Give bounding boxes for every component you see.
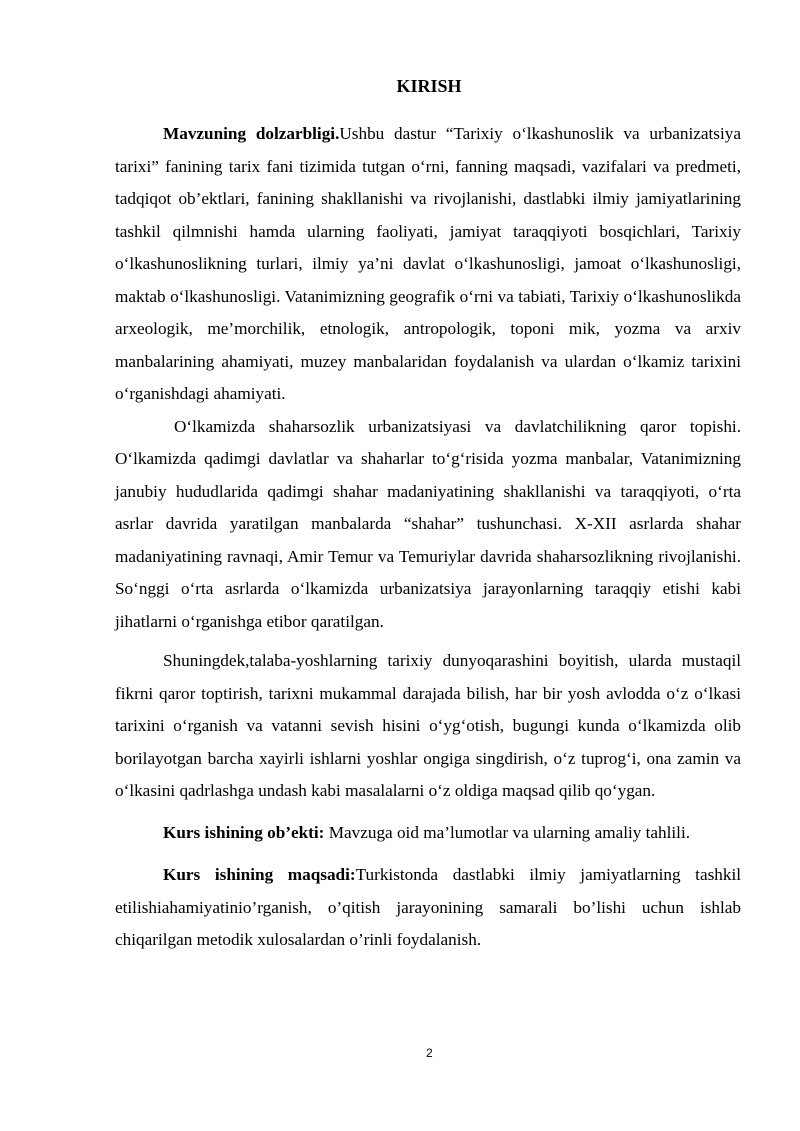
section-heading: KIRISH (396, 76, 462, 96)
paragraph-lead: Kurs ishining maqsadi: (163, 865, 356, 884)
paragraph-lead: Mavzuning dolzarbligi. (163, 124, 340, 143)
page-number: 2 (426, 1046, 433, 1060)
paragraph-text: Ushbu dastur “Tarixiy o‘lkashunoslik va urbanizatsiya tarixi” fanining tarix fani tizimida tutgan o‘rni, fanning maqsadi, vazifalari va predmeti, tadqiqot ob’ektlari, fanining shakllanishi va rivojlanishi, dastlabki ilmiy jamiyatlarining tashkil qilmnishi hamda ularning faoliyati, jamiyat taraqqiyoti bosqichlari, Tarixiy o‘lkashunoslikning turlari, ilmiy ya’ni davlat o‘lkashunosligi, jamoat o‘lkashunosligi, maktab o‘lkashunosligi. Vatanimizning geografik o‘rni va tabiati, Tarixiy o‘lkashunoslikda arxeologik, me’morchilik, etnologik, antropologik, toponi mik, yozma va arxiv manbalarining ahamiyati, muzey manbalaridan foydalanish va ulardan o‘lkamiz tarixini o‘rganishdagi ahamiyati. (115, 124, 741, 403)
paragraph-goals (115, 645, 741, 808)
paragraph-urbanization (115, 411, 741, 639)
paragraph-text: Mavzuga oid ma’lumotlar va ularning amaliy tahlili. (324, 822, 691, 842)
paragraph-text: O‘lkamizda shaharsozlik urbanizatsiyasi va davlatchilikning qaror topishi. O‘lkamizda qadimgi davlatlar va shaharlar to‘g‘risida yozma manbalar, Vatanimizning janubiy hududlarida qadimgi shahar madaniyatining shakllanishi va taraqqiyoti, o‘rta asrlar davrida yaratilgan manbalarda “shahar” tushunchasi. X-XII asrlarda shahar madaniyatining ravnaqi, Amir Temur va Temuriylar davrida shaharsozlikning rivojlanishi. So‘nggi o‘rta asrlarda o‘lkamizda urbanizatsiya jarayonlarning taraqqiy etishi kabi jihatlarni o‘rganishga etibor qaratilgan. (115, 416, 741, 631)
paragraph-aim (115, 859, 741, 957)
paragraph-lead: Kurs ishining ob’ekti: (163, 822, 325, 842)
paragraph-relevance (115, 118, 741, 411)
paragraph-object (115, 817, 741, 850)
body-text (115, 118, 741, 957)
paragraph-text: Shuningdek,talaba-yoshlarning tarixiy dunyoqarashini boyitish, ularda mustaqil fikrni qaror toptirish, tarixni mukammal darajada bilish, har bir yosh avlodda o‘z o‘lkasi tarixini o‘rganish va vatanni sevish hisini o‘yg‘otish, bugungi kunda o‘lkamizda olib borilayotgan barcha xayirli ishlarni yoshlar ongiga singdirish, o‘z tuprog‘i, ona zamin va o‘lkasini qadrlashga undash kabi masalalarni o‘z oldiga maqsad qilib qo‘ygan. (115, 651, 741, 800)
paragraph-text: Turkistonda dastlabki ilmiy jamiyatlarning tashkil etilishiahamiyatinio’rganish, o’qitish jarayonining samarali bo’lishi uchun ishlab chiqarilgan metodik xulosalardan o’rinli foydalanish. (115, 865, 741, 949)
